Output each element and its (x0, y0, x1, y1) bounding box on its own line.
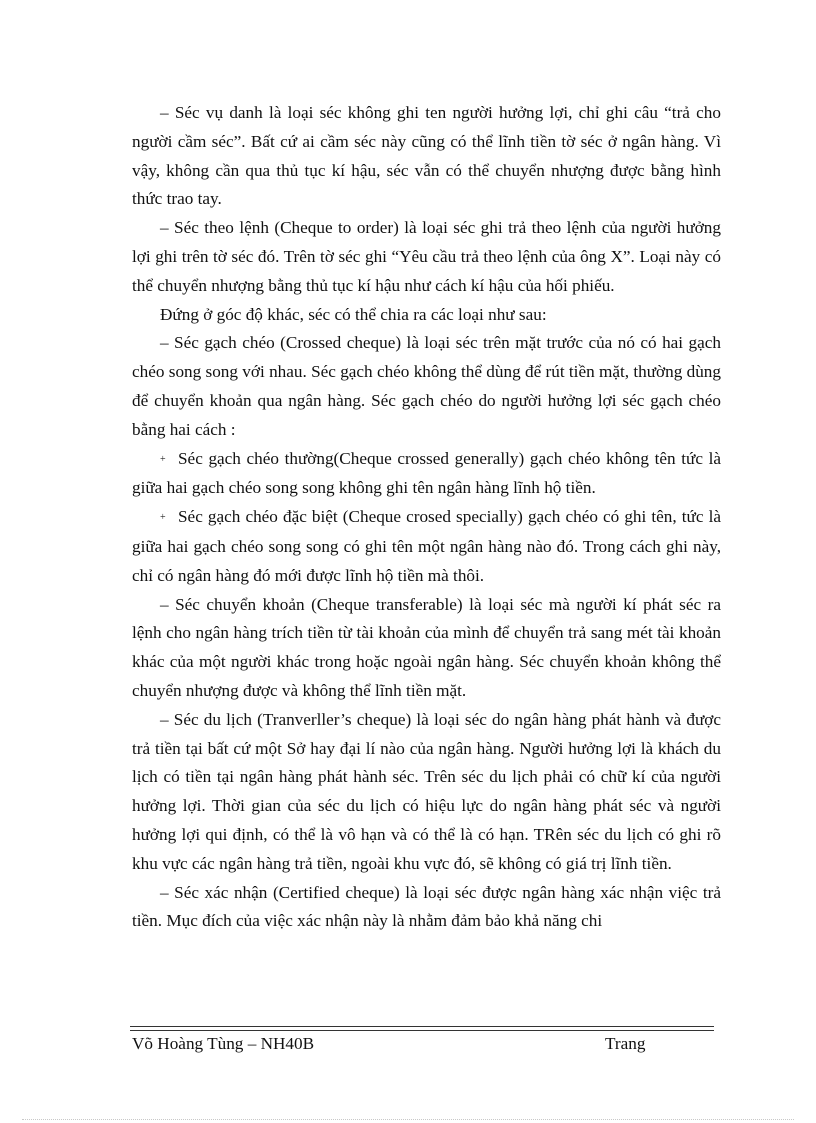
bullet-special-crossing (132, 503, 721, 590)
footer-divider (130, 1026, 714, 1031)
footer-author: Võ Hoàng Tùng – NH40B (132, 1034, 315, 1053)
paragraph-order-cheque: – Séc theo lệnh (Cheque to order) là loại séc ghi trả theo lệnh của người hưởng lợi ghi trên tờ séc đó. Trên tờ séc ghi “Yêu cầu trả theo lệnh của ông X”. Loại này có thể chuyển nhượng bằng thủ tục kí hậu như cách kí hậu của hối phiếu. (132, 218, 721, 295)
paragraph-bearer-cheque: – Séc vụ danh là loại séc không ghi ten người hưởng lợi, chỉ ghi câu “trả cho người cầm séc”. Bất cứ ai cầm séc này cũng có thể lĩnh tiền tờ séc ở ngân hàng. Vì vậy, không cần qua thủ tục kí hậu, séc vẫn có thể chuyển nhượng được bằng hình thức trao tay. (132, 103, 721, 209)
paragraph-travellers-cheque: – Séc du lịch (Tranverller’s cheque) là loại séc do ngân hàng phát hành và được trả tiền tại bất cứ một Sở hay đại lí nào của ngân hàng. Người hưởng lợi là khách du lịch có tiền tại ngân hàng phát hành séc. Trên séc du lịch phải có chữ kí của người hưởng lợi. Thời gian của séc du lịch có hiệu lực do ngân hàng phát séc và người hưởng lợi qui định, có thể là vô hạn và có thể là có hạn. TRên séc du lịch có ghi rõ khu vực các ngân hàng trả tiền, ngoài khu vực đó, sẽ không có giá trị lĩnh tiền. (132, 709, 721, 873)
paragraph-crossed-cheque: – Séc gạch chéo (Crossed cheque) là loại séc trên mặt trước của nó có hai gạch chéo song song với nhau. Séc gạch chéo không thể dùng để rút tiền mặt, thường dùng để chuyển khoản qua ngân hàng. Séc gạch chéo do người hưởng lợi séc gạch chéo bằng hai cách : (132, 333, 721, 439)
bullet-general-crossing (132, 445, 721, 504)
paragraph-certified-cheque: – Séc xác nhận (Certified cheque) là loại séc được ngân hàng xác nhận việc trả tiền. Mục đích của việc xác nhận này là nhằm đảm bảo khả năng chi (132, 882, 721, 931)
bullet-icon: + (160, 512, 166, 524)
document-body (132, 99, 721, 936)
paragraph-transferable-cheque: – Séc chuyển khoản (Cheque transferable) là loại séc mà người kí phát séc ra lệnh cho ngân hàng trích tiền từ tài khoản của mình để chuyển trả sang mét tài khoản khác của một người khác trong hoặc ngoài ngân hàng. Séc chuyển khoản không thể chuyển nhượng được và không thể lĩnh tiền mặt. (132, 594, 721, 700)
bullet-icon: + (160, 453, 166, 465)
bullet-text: Séc gạch chéo đặc biệt (Cheque crosed specially) gạch chéo có ghi tên, tức là giữa hai gạch chéo song song có ghi tên một ngân hàng nào đó. Trong cách ghi này, chỉ có ngân hàng đó mới được lĩnh hộ tiền mà thôi. (132, 507, 721, 585)
paragraph-other-classification: Đứng ở góc độ khác, séc có thể chia ra các loại như sau: (160, 304, 547, 324)
footer-page-label: Trang (605, 1034, 646, 1053)
bullet-text: Séc gạch chéo thường(Cheque crossed generally) gạch chéo không tên tức là giữa hai gạch chéo song song không ghi tên ngân hàng lĩnh hộ tiền. (132, 448, 721, 498)
page-edge-divider (22, 1119, 794, 1120)
